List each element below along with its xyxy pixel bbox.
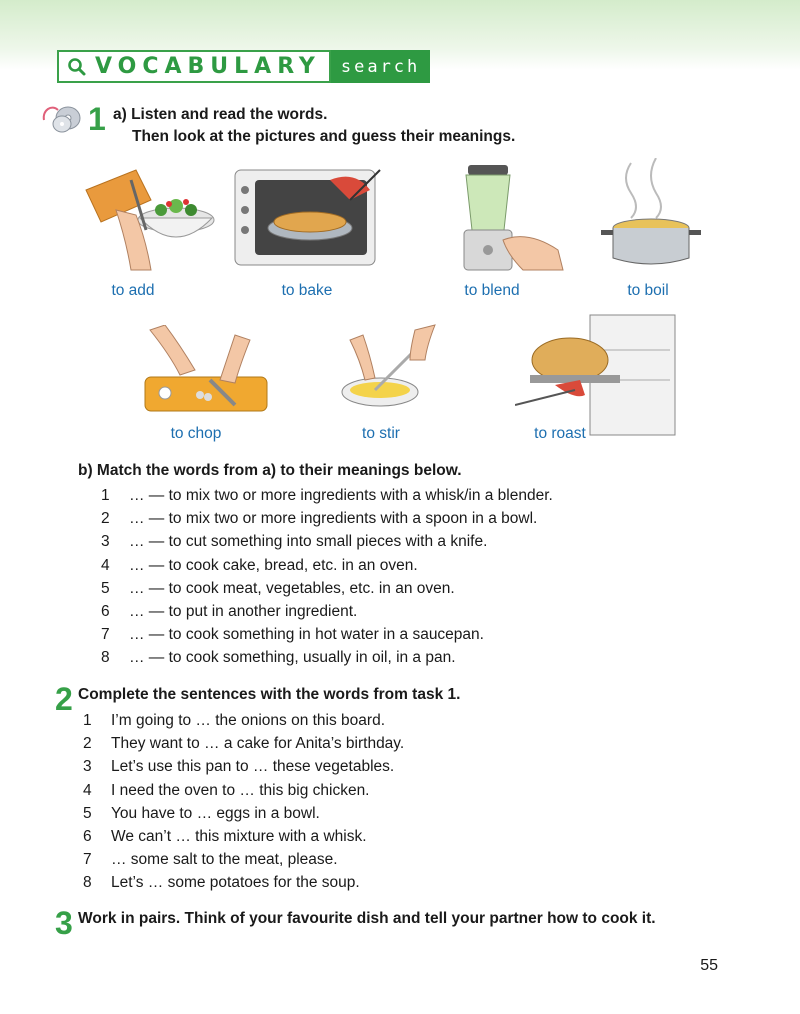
- caption-blend: to blend: [464, 282, 520, 299]
- list-item: 8 Let’s … some potatoes for the soup.: [83, 874, 360, 892]
- task2-instruction: Complete the sentences with the words from task 1.: [78, 686, 461, 703]
- meanings-list: [101, 484, 553, 670]
- section-header: [57, 50, 430, 83]
- task1-instruction-b: b) Match the words from a) to their meanings below.: [78, 462, 462, 479]
- task-number-3: 3: [55, 905, 73, 941]
- task1-instruction-a2: Then look at the pictures and guess their meanings.: [132, 128, 516, 145]
- roast-oven-illustration: [515, 310, 680, 440]
- list-item: 6 We can’t … this mixture with a whisk.: [83, 828, 367, 846]
- list-item: 5 … — to cook meat, vegetables, etc. in an oven.: [101, 579, 455, 597]
- caption-boil: to boil: [627, 282, 669, 299]
- magnifier-icon: [67, 57, 87, 77]
- list-item: 8 … — to cook something, usually in oil, in a pan.: [101, 649, 456, 667]
- task3-instruction: Work in pairs. Think of your favourite dish and tell your partner how to cook it.: [78, 910, 656, 927]
- caption-stir: to stir: [362, 425, 400, 442]
- task-number-1: 1: [88, 101, 106, 137]
- caption-bake: to bake: [281, 282, 333, 299]
- search-tag: search: [331, 50, 430, 83]
- list-item: 1 I’m going to … the onions on this board.: [83, 712, 385, 729]
- vocabulary-title: VOCABULARY: [95, 54, 321, 79]
- list-item: 2 They want to … a cake for Anita’s birthday.: [83, 735, 405, 753]
- sentences-list: [83, 709, 404, 895]
- task-number-2: 2: [55, 681, 73, 717]
- task1-instruction-a1: a) Listen and read the words.: [113, 106, 328, 123]
- list-item: 3 Let’s use this pan to … these vegetables.: [83, 758, 395, 776]
- caption-add: to add: [111, 282, 155, 299]
- caption-chop: to chop: [170, 425, 222, 442]
- audio-cd-icon: [40, 100, 90, 140]
- list-item: 4 … — to cook cake, bread, etc. in an oven.: [101, 556, 418, 574]
- list-item: 2 … — to mix two or more ingredients with a spoon in a bowl.: [101, 510, 538, 528]
- list-item: 3 … — to cut something into small pieces with a knife.: [101, 533, 488, 551]
- vocabulary-title-box: [57, 50, 331, 83]
- chop-board-illustration: [140, 325, 270, 420]
- page-number: 55: [700, 957, 718, 974]
- bake-oven-illustration: [230, 160, 385, 275]
- list-item: 6 … — to put in another ingredient.: [101, 603, 358, 621]
- list-item: 4 I need the oven to … this big chicken.: [83, 781, 370, 799]
- stir-bowl-illustration: [335, 320, 445, 415]
- add-salad-illustration: [76, 160, 216, 275]
- list-item: 7 … — to cook something in hot water in a saucepan.: [101, 626, 484, 644]
- list-item: 7 … some salt to the meat, please.: [83, 851, 338, 869]
- caption-roast: to roast: [534, 425, 586, 442]
- blend-blender-illustration: [448, 160, 578, 275]
- list-item: 1 … — to mix two or more ingredients with a whisk/in a blender.: [101, 487, 553, 504]
- list-item: 5 You have to … eggs in a bowl.: [83, 804, 320, 822]
- boil-saucepan-illustration: [596, 158, 706, 275]
